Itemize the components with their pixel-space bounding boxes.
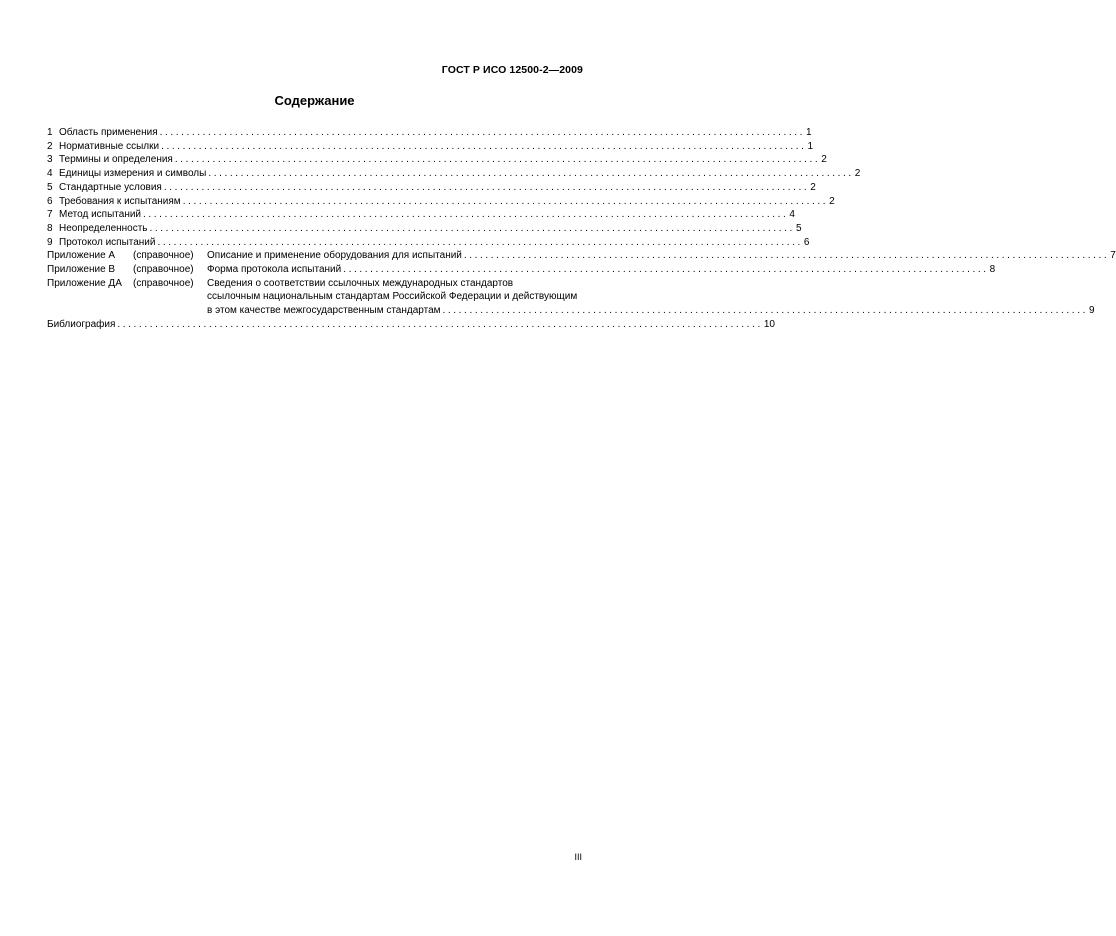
dot-leader: ........................................................................................................................ <box>149 222 795 234</box>
entry-page: 2 <box>821 154 827 166</box>
entry-number: 9 <box>47 236 53 248</box>
appendix-name: Приложение ДА <box>47 277 122 289</box>
toc-entry[interactable] <box>47 167 861 181</box>
dot-leader: ........................................................................................................................ <box>143 209 789 221</box>
entry-page: 9 <box>1088 305 1095 317</box>
entry-label: Область применения <box>59 127 158 138</box>
toc-appendix[interactable] <box>47 249 1116 263</box>
dot-leader: ........................................................................................................................ <box>463 250 1110 262</box>
entry-page: 2 <box>829 195 835 207</box>
toc-entry[interactable] <box>47 236 810 250</box>
entry-page: 1 <box>806 127 812 138</box>
entry-page: 8 <box>989 264 996 276</box>
appendix-title-line: ссылочным национальным стандартам Российской Федерации и действующим <box>207 291 578 303</box>
entry-number: 1 <box>47 127 53 138</box>
table-of-contents <box>47 126 1116 332</box>
entry-number: 8 <box>47 222 53 234</box>
toc-appendix[interactable] <box>47 277 1095 318</box>
dot-leader: ........................................................................................................................ <box>161 140 807 152</box>
entry-label: Метод испытаний <box>59 209 142 221</box>
dot-leader: ........................................................................................................................ <box>157 236 803 248</box>
page-number: III <box>574 852 582 862</box>
entry-page: 2 <box>854 168 861 180</box>
entry-label: Протокол испытаний <box>59 236 156 248</box>
dot-leader: ........................................................................................................................ <box>442 305 1088 317</box>
toc-entry[interactable] <box>47 140 814 154</box>
toc-entry[interactable] <box>47 195 835 209</box>
appendix-title-line: в этом качестве межгосударственным стандартам <box>207 305 441 317</box>
appendix-body <box>207 249 1116 263</box>
bibliography-label: Библиография <box>47 318 116 330</box>
entry-page: 1 <box>807 140 814 152</box>
entry-page: 2 <box>810 181 816 193</box>
dot-leader: ........................................................................................................................ <box>343 264 989 276</box>
toc-entry[interactable] <box>47 126 812 140</box>
dot-leader: ........................................................................................................................ <box>174 154 821 166</box>
appendix-title-line: Сведения о соответствии ссылочных международных стандартов <box>207 277 514 289</box>
appendix-kind: (справочное) <box>133 264 194 276</box>
entry-label: Единицы измерения и символы <box>59 168 207 180</box>
dot-leader: ........................................................................................................................ <box>117 318 763 330</box>
entry-page: 4 <box>789 209 795 221</box>
standard-designation: ГОСТ Р ИСО 12500-2—2009 <box>441 64 583 76</box>
entry-label: Стандартные условия <box>59 181 162 193</box>
entry-number: 2 <box>47 140 53 152</box>
appendix-title: Форма протокола испытаний <box>207 264 342 276</box>
appendix-body <box>207 277 1095 318</box>
toc-entry[interactable] <box>47 208 795 222</box>
entry-page: 6 <box>803 236 810 248</box>
entry-number: 4 <box>47 168 53 180</box>
entry-page: 5 <box>795 222 802 234</box>
entry-number: 3 <box>47 154 53 166</box>
entry-label: Нормативные ссылки <box>59 140 160 152</box>
toc-entry[interactable] <box>47 222 802 236</box>
entry-label: Неопределенность <box>59 222 148 234</box>
toc-entry[interactable] <box>47 153 827 167</box>
entry-page: 7 <box>1110 250 1116 262</box>
appendix-kind: (справочное) <box>133 250 194 262</box>
dot-leader: ........................................................................................................................ <box>208 168 854 180</box>
entry-number: 5 <box>47 181 53 193</box>
toc-appendix[interactable] <box>47 263 996 277</box>
entry-label: Термины и определения <box>59 154 173 166</box>
entry-number: 7 <box>47 209 53 221</box>
appendix-body <box>207 263 996 277</box>
toc-title: Содержание <box>274 93 355 108</box>
dot-leader: ........................................................................................................................ <box>182 195 829 207</box>
entry-label: Требования к испытаниям <box>59 195 181 207</box>
toc-bibliography[interactable] <box>47 318 775 332</box>
appendix-name: Приложение В <box>47 264 116 276</box>
entry-number: 6 <box>47 195 53 207</box>
appendix-title: Описание и применение оборудования для испытаний <box>207 250 462 262</box>
dot-leader: ........................................................................................................................ <box>163 181 810 193</box>
dot-leader: ........................................................................................................................ <box>159 127 806 138</box>
entry-page: 10 <box>763 318 775 330</box>
appendix-kind: (справочное) <box>133 277 194 289</box>
appendix-name: Приложение А <box>47 250 116 262</box>
toc-entry[interactable] <box>47 181 816 195</box>
